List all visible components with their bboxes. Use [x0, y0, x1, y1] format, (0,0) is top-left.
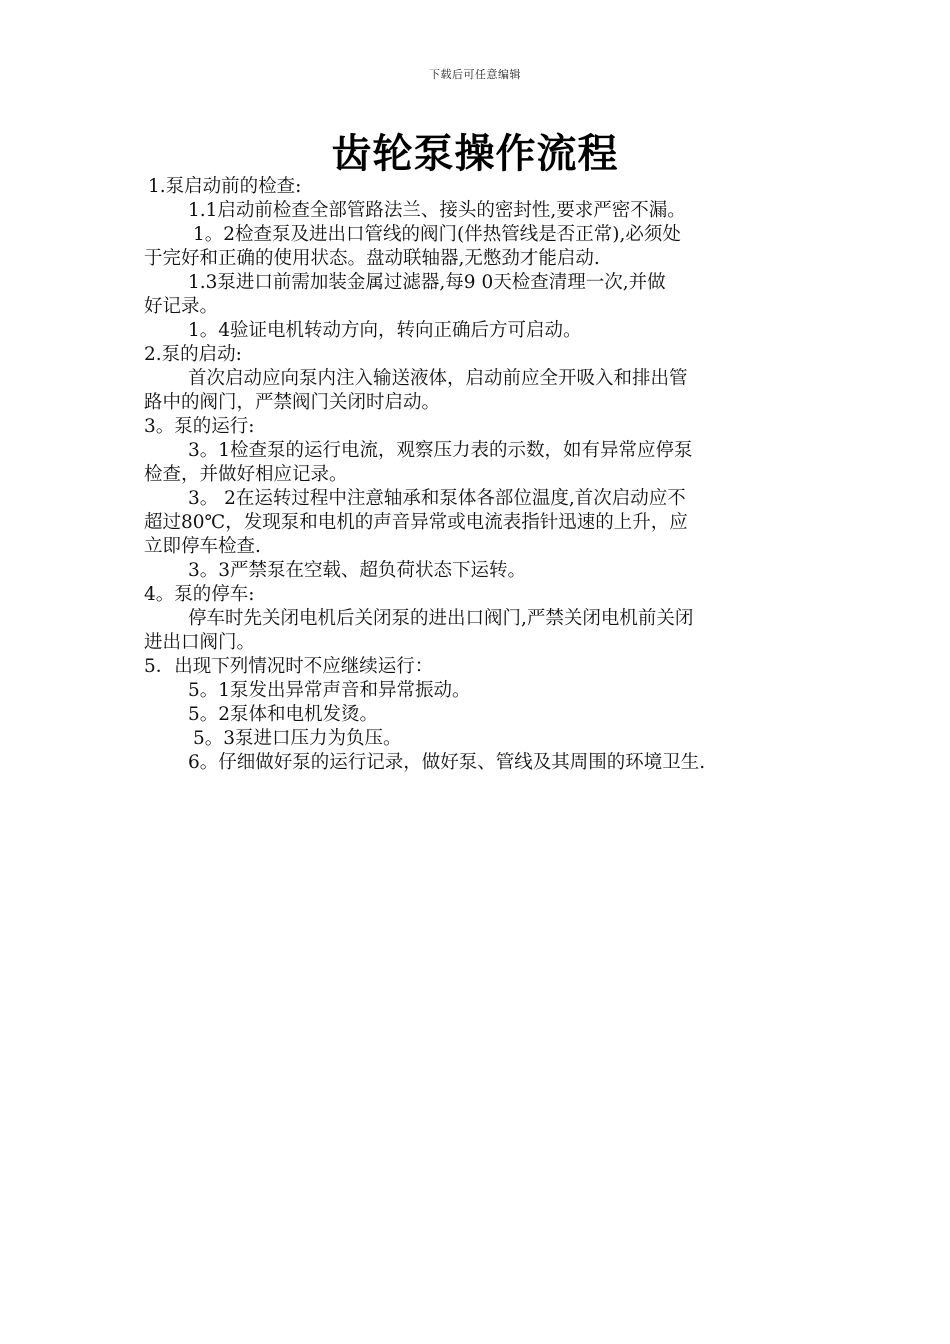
paragraph-line: 于完好和正确的使用状态。盘动联轴器,无憋劲才能启动.	[144, 248, 600, 269]
paragraph-line: 好记录。	[144, 296, 219, 317]
section-heading-1: 1.泵启动前的检查:	[148, 176, 302, 197]
paragraph-line: 检查，并做好相应记录。	[144, 464, 348, 485]
paragraph-line: 进出口阀门。	[144, 632, 256, 653]
paragraph-line: 6。仔细做好泵的运行记录，做好泵、管线及其周围的环境卫生.	[188, 752, 706, 773]
paragraph-line: 立即停车检查.	[144, 536, 261, 557]
paragraph-line: 首次启动应向泵内注入输送液体，启动前应全开吸入和排出管	[188, 368, 688, 389]
paragraph-line: 3。 2在运转过程中注意轴承和泵体各部位温度,首次启动应不	[188, 488, 686, 509]
paragraph-line: 超过80℃，发现泵和电机的声音异常或电流表指针迅速的上升，应	[144, 512, 688, 533]
paragraph-line: 5。2泵体和电机发烫。	[188, 704, 379, 725]
section-heading-5: 5．出现下列情况时不应继续运行：	[144, 656, 434, 677]
paragraph-line: 1.1启动前检查全部管路法兰、接头的密封性,要求严密不漏。	[188, 200, 686, 221]
header-note: 下载后可任意编辑	[429, 68, 521, 81]
section-heading-4: 4。泵的停车:	[144, 584, 255, 605]
page-title: 齿轮泵操作流程	[331, 131, 619, 177]
section-heading-2: 2.泵的启动:	[144, 344, 242, 365]
paragraph-line: 路中的阀门，严禁阀门关闭时启动。	[144, 392, 441, 413]
paragraph-line: 3。1检查泵的运行电流，观察压力表的示数，如有异常应停泵	[188, 440, 693, 461]
paragraph-line: 3。3严禁泵在空载、超负荷状态下运转。	[188, 560, 527, 581]
document-body	[144, 175, 810, 775]
paragraph-line: 1。4验证电机转动方向，转向正确后方可启动。	[188, 320, 582, 341]
section-heading-3: 3。泵的运行:	[144, 416, 255, 437]
paragraph-line: 停车时先关闭电机后关闭泵的进出口阀门,严禁关闭电机前关闭	[188, 608, 694, 629]
paragraph-line: 1.3泵进口前需加装金属过滤器,每9 0天检查清理一次,并做	[188, 272, 666, 293]
paragraph-line: 5。3泵进口压力为负压。	[193, 728, 402, 749]
paragraph-line: 5。1泵发出异常声音和异常振动。	[188, 680, 471, 701]
paragraph-line: 1。2检查泵及进出口管线的阀门(伴热管线是否正常),必须处	[193, 224, 681, 245]
